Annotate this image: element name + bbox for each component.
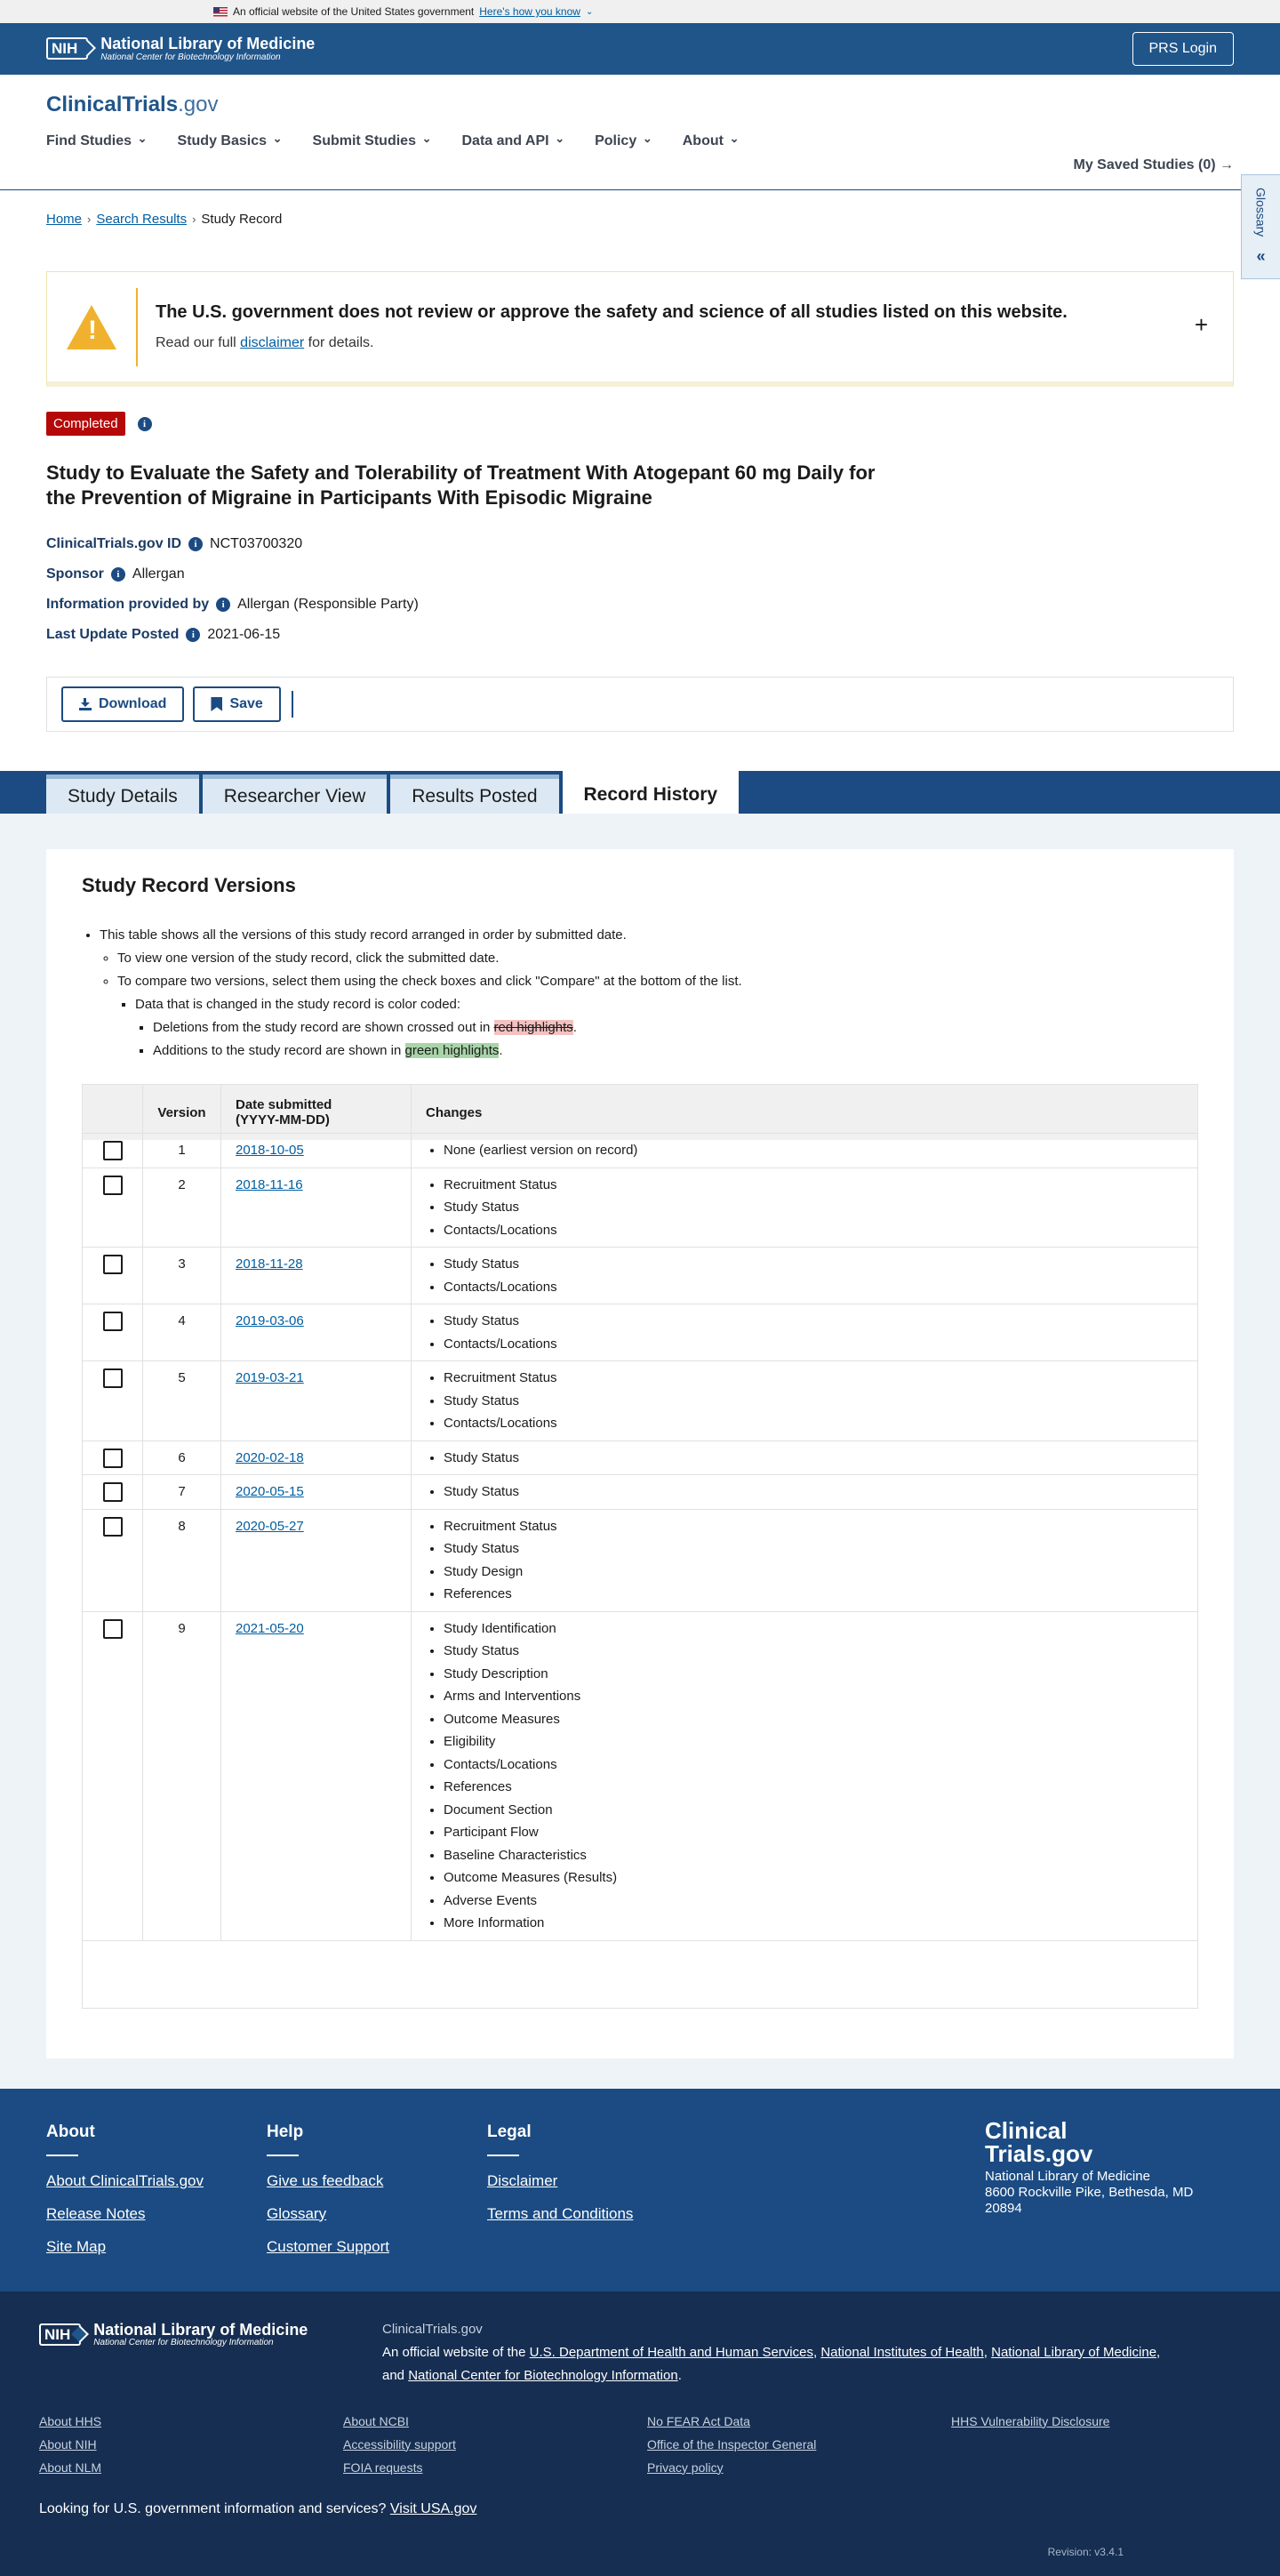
bookmark-icon	[211, 697, 222, 711]
change-item: • Study Status	[444, 1640, 1197, 1663]
gov-banner-text: An official website of the United States government	[233, 5, 475, 18]
nlm-footer-link[interactable]: About NCBI	[343, 2413, 409, 2428]
double-chevron-left-icon: «	[1256, 247, 1266, 265]
instruction-item: ◦ To compare two versions, select them using the check boxes and click "Compare" at the bottom of the list.	[117, 970, 1198, 993]
change-item: • Study Description	[444, 1663, 1197, 1686]
compare-checkbox[interactable]	[103, 1141, 123, 1160]
row-date-cell	[221, 1612, 412, 1940]
footer-link[interactable]: Customer Support	[267, 2237, 389, 2255]
alert-body	[156, 335, 1068, 351]
chevron-down-icon: ⌄	[585, 6, 594, 17]
change-item: • Recruitment Status	[444, 1174, 1197, 1197]
header-select	[83, 1085, 143, 1140]
header-changes: Changes	[426, 1104, 483, 1120]
change-item: • Study Status	[444, 1253, 1197, 1276]
nlm-footer-link[interactable]: HHS Vulnerability Disclosure	[951, 2413, 1110, 2428]
info-icon[interactable]: i	[188, 537, 203, 551]
action-bar	[46, 677, 1234, 732]
compare-checkbox[interactable]	[103, 1255, 123, 1274]
footer-link[interactable]: Site Map	[46, 2237, 107, 2255]
header-date-line2: (YYYY-MM-DD)	[236, 1112, 330, 1128]
nav-find-studies[interactable]: Find Studies ⌄	[46, 133, 148, 149]
footer-legal	[487, 2123, 708, 2291]
footer-rule	[46, 2155, 78, 2156]
expand-plus-icon[interactable]: +	[1194, 311, 1208, 338]
footer-link[interactable]: Terms and Conditions	[487, 2204, 634, 2222]
footer-addr: 8600 Rockville Pike, Bethesda, MD 20894	[985, 2184, 1194, 2216]
compare-checkbox[interactable]	[103, 1517, 123, 1537]
table-row	[83, 1474, 1197, 1509]
ncbi-name: National Center for Biotechnology Information	[93, 2338, 274, 2348]
nlm-site: ClinicalTrials.gov	[382, 2321, 483, 2337]
tab-researcher-view[interactable]: Researcher View	[203, 774, 388, 814]
row-select-cell	[83, 1475, 143, 1509]
row-version: 8	[143, 1510, 221, 1611]
row-date-cell	[221, 1475, 412, 1509]
nlm-footer-link[interactable]: About HHS	[39, 2413, 102, 2428]
footer-logo-line1: Clinical	[985, 2116, 1068, 2144]
study-tabs	[0, 771, 1280, 814]
alert-post: for details.	[308, 335, 374, 350]
save-label: Save	[229, 696, 263, 711]
header-version: Version	[143, 1085, 221, 1140]
arrow-right-icon: →	[1220, 157, 1234, 173]
nih-logo[interactable]	[46, 36, 315, 62]
saved-studies-label: My Saved Studies (0)	[1073, 157, 1216, 173]
green-highlight-sample: green highlights	[404, 1043, 500, 1058]
version-date-link[interactable]: 2020-05-15	[236, 1484, 304, 1499]
clinicaltrials-logo[interactable]	[46, 75, 1234, 117]
footer-legal-title: Legal	[487, 2122, 532, 2141]
meta-key: ClinicalTrials.gov ID	[46, 536, 182, 551]
nlm-name: National Library of Medicine	[93, 2320, 308, 2339]
change-item: • Contacts/Locations	[444, 1276, 1197, 1299]
row-version: 7	[143, 1475, 221, 1509]
save-button[interactable]	[193, 686, 280, 722]
nlm-and: and	[382, 2367, 405, 2383]
download-icon	[79, 698, 92, 710]
chevron-right-icon: ›	[192, 213, 196, 226]
nlm-footer-link[interactable]: Office of the Inspector General	[647, 2436, 817, 2452]
alert-divider	[136, 288, 138, 366]
row-date-cell	[221, 1134, 412, 1168]
nlm-footer-link[interactable]: Accessibility support	[343, 2436, 456, 2452]
table-row	[83, 1168, 1197, 1248]
meta-nct-id	[46, 529, 1234, 559]
version-date-link[interactable]: 2020-05-27	[236, 1518, 304, 1534]
nlm-footer-link[interactable]: About NLM	[39, 2460, 102, 2475]
footer-logo-line2: Trials.gov	[985, 2139, 1093, 2167]
nav-study-basics[interactable]: Study Basics ⌄	[178, 133, 283, 149]
nav-data-api[interactable]: Data and API ⌄	[461, 133, 564, 149]
table-row	[83, 1611, 1197, 1940]
row-select-cell	[83, 1168, 143, 1248]
meta-info-provided	[46, 590, 1234, 620]
row-date-cell	[221, 1304, 412, 1360]
meta-value: Allergan (Responsible Party)	[237, 597, 419, 612]
glossary-tab[interactable]	[1241, 174, 1280, 279]
compare-checkbox[interactable]	[103, 1619, 123, 1639]
row-changes	[412, 1441, 1197, 1475]
nih-footer-logo[interactable]	[39, 2322, 382, 2348]
footer-link[interactable]: Give us feedback	[267, 2171, 384, 2189]
change-item: • References	[444, 1583, 1197, 1606]
instruction-item: ▪ Data that is changed in the study record is color coded:	[135, 993, 1198, 1016]
download-button[interactable]	[61, 686, 184, 722]
change-item: • Contacts/Locations	[444, 1412, 1197, 1435]
logo-light: .gov	[178, 92, 219, 116]
row-select-cell	[83, 1134, 143, 1168]
footer-link[interactable]: Glossary	[267, 2204, 327, 2222]
breadcrumb-current: Study Record	[201, 212, 283, 227]
footer-org: National Library of Medicine	[985, 2168, 1150, 2184]
meta-key: Information provided by	[46, 597, 210, 612]
row-select-cell	[83, 1612, 143, 1940]
row-select-cell	[83, 1510, 143, 1611]
info-icon[interactable]: i	[138, 417, 152, 431]
study-meta	[46, 529, 1234, 650]
row-changes	[412, 1248, 1197, 1304]
row-changes	[412, 1361, 1197, 1440]
version-date-link[interactable]: 2018-10-05	[236, 1143, 304, 1158]
breadcrumb	[0, 190, 1280, 227]
download-label: Download	[99, 696, 167, 711]
nlm-footer-link[interactable]: About NIH	[39, 2436, 97, 2452]
alert-title: The U.S. government does not review or approve the safety and science of all studies listed on this website.	[156, 302, 1068, 322]
table-row	[83, 1440, 1197, 1475]
change-item: • Study Design	[444, 1561, 1197, 1584]
disclaimer-alert	[46, 271, 1234, 387]
gov-banner	[0, 0, 1280, 23]
status-row	[46, 412, 1234, 436]
glossary-label: Glossary	[1253, 188, 1268, 237]
change-item: • Document Section	[444, 1799, 1197, 1822]
usa-gov-question: Looking for U.S. government information and services?	[39, 2500, 387, 2516]
info-icon[interactable]: i	[216, 598, 230, 612]
change-item: • Contacts/Locations	[444, 1753, 1197, 1777]
meta-value: NCT03700320	[210, 536, 303, 551]
change-item: • References	[444, 1776, 1197, 1799]
change-item: • Study Status	[444, 1196, 1197, 1219]
version-date-link[interactable]: 2018-11-28	[236, 1256, 303, 1272]
main-menu	[46, 133, 1234, 149]
usa-gov-link[interactable]: Visit USA.gov	[389, 2500, 477, 2516]
compare-checkbox[interactable]	[103, 1482, 123, 1502]
meta-key: Sponsor	[46, 566, 104, 582]
breadcrumb-home[interactable]: Home	[46, 212, 83, 227]
hhs-link[interactable]: U.S. Department of Health and Human Services	[529, 2344, 813, 2360]
nlm-footer-link[interactable]: No FEAR Act Data	[647, 2413, 750, 2428]
additions-text: Additions to the study record are shown in	[153, 1043, 402, 1058]
row-version: 3	[143, 1248, 221, 1304]
change-item: • Study Status	[444, 1310, 1197, 1333]
change-item: • Contacts/Locations	[444, 1219, 1197, 1242]
revision-label: Revision: v3.4.1	[1047, 2545, 1124, 2558]
row-select-cell	[83, 1304, 143, 1360]
compare-checkbox[interactable]	[103, 1176, 123, 1195]
footer-about-title: About	[46, 2122, 95, 2141]
ncbi-name: National Center for Biotechnology Information	[100, 52, 281, 62]
tab-study-details[interactable]: Study Details	[46, 774, 199, 814]
status-badge: Completed	[46, 412, 125, 436]
ncbi-link[interactable]: National Center for Biotechnology Information	[408, 2367, 678, 2383]
nih-link[interactable]: National Institutes of Health	[820, 2344, 984, 2360]
change-item: • Adverse Events	[444, 1890, 1197, 1913]
change-item: • More Information	[444, 1912, 1197, 1935]
info-icon[interactable]: i	[186, 628, 200, 642]
version-date-link[interactable]: 2019-03-21	[236, 1370, 304, 1385]
footer-link[interactable]: About ClinicalTrials.gov	[46, 2171, 204, 2189]
footer-link[interactable]: Release Notes	[46, 2204, 146, 2222]
warning-icon: !	[47, 305, 136, 349]
version-date-link[interactable]: 2018-11-16	[236, 1176, 303, 1192]
version-date-link[interactable]: 2021-05-20	[236, 1620, 304, 1636]
footer-logo[interactable]	[985, 2116, 1216, 2167]
row-version: 5	[143, 1361, 221, 1440]
row-changes	[412, 1304, 1197, 1360]
row-select-cell	[83, 1441, 143, 1475]
red-highlight-sample: red highlights	[493, 1020, 573, 1035]
how-you-know-link[interactable]: Here's how you know	[479, 5, 580, 18]
table-body	[83, 1133, 1197, 1940]
meta-last-update	[46, 620, 1234, 650]
row-date-cell	[221, 1441, 412, 1475]
row-date-cell	[221, 1361, 412, 1440]
nlm-info: ClinicalTrials.gov An official website of the U.S. Department of Health and Human Services, National Institutes of Health, National Library of Medicine, and National Center for Biotechnology Information.	[382, 2318, 1160, 2387]
row-changes	[412, 1612, 1197, 1940]
nih-abbr: NIH	[39, 2323, 81, 2346]
versions-section	[0, 814, 1280, 2089]
compare-checkbox[interactable]	[103, 1448, 123, 1468]
instruction-item: ▪ Deletions from the study record are shown crossed out in red highlights.	[153, 1016, 1198, 1039]
nlm-name: National Library of Medicine	[100, 35, 316, 53]
footer-about	[46, 2123, 267, 2291]
meta-value: Allergan	[132, 566, 185, 582]
chevron-right-icon: ›	[87, 213, 92, 226]
row-version: 1	[143, 1134, 221, 1168]
site-nav	[0, 75, 1280, 190]
row-date-cell	[221, 1248, 412, 1304]
table-header	[83, 1085, 1197, 1140]
instruction-item: ▪ Additions to the study record are shown in green highlights.	[153, 1039, 1198, 1063]
change-item: • Participant Flow	[444, 1821, 1197, 1844]
nih-header	[0, 23, 1280, 75]
row-version: 2	[143, 1168, 221, 1248]
nlm-pre: An official website of the	[382, 2344, 526, 2360]
change-item: • Recruitment Status	[444, 1515, 1197, 1538]
us-flag-icon	[213, 7, 228, 17]
nav-policy[interactable]: Policy ⌄	[595, 133, 652, 149]
nlm-links	[39, 2414, 1241, 2475]
saved-studies-link[interactable]	[1074, 157, 1235, 173]
action-divider	[292, 691, 293, 718]
instruction-item: ◦ To view one version of the study record, click the submitted date.	[117, 947, 1198, 970]
table-row	[83, 1304, 1197, 1360]
change-item: • Study Status	[444, 1447, 1197, 1470]
versions-heading: Study Record Versions	[82, 874, 296, 896]
nih-abbr: NIH	[46, 37, 88, 60]
change-item: • Outcome Measures	[444, 1708, 1197, 1731]
footer-help-title: Help	[267, 2122, 304, 2141]
table-row	[83, 1509, 1197, 1611]
header-date-line1: Date submitted	[236, 1097, 332, 1112]
info-icon[interactable]: i	[111, 567, 125, 582]
usa-gov-line	[39, 2501, 1241, 2517]
row-select-cell	[83, 1361, 143, 1440]
instruction-item: • This table shows all the versions of this study record arranged in order by submitted date.	[100, 924, 1198, 947]
change-item: • Study Identification	[444, 1617, 1197, 1641]
table-row	[83, 1133, 1197, 1168]
change-item: • Study Status	[444, 1537, 1197, 1561]
row-date-cell	[221, 1510, 412, 1611]
header-date	[221, 1085, 412, 1140]
tab-results-posted[interactable]: Results Posted	[390, 774, 558, 814]
row-changes	[412, 1134, 1197, 1168]
change-item: • Eligibility	[444, 1730, 1197, 1753]
change-item: • Study Status	[444, 1481, 1197, 1504]
change-item: • Contacts/Locations	[444, 1333, 1197, 1356]
deletions-text: Deletions from the study record are shown crossed out in	[153, 1020, 491, 1035]
change-item: • Recruitment Status	[444, 1367, 1197, 1390]
versions-table	[82, 1084, 1198, 2009]
row-changes	[412, 1510, 1197, 1611]
change-item: • Arms and Interventions	[444, 1685, 1197, 1708]
nlm-footer-link[interactable]: Privacy policy	[647, 2460, 724, 2475]
compare-checkbox[interactable]	[103, 1312, 123, 1331]
version-date-link[interactable]: 2020-02-18	[236, 1449, 304, 1465]
alert-pre: Read our full	[156, 335, 236, 350]
change-item: • None (earliest version on record)	[444, 1139, 1197, 1162]
versions-card	[46, 849, 1234, 2058]
disclaimer-link[interactable]: disclaimer	[240, 335, 305, 350]
study-title: Study to Evaluate the Safety and Tolerability of Treatment With Atogepant 60 mg Daily for the Prevention of Migraine in Participants With Episodic Migraine	[46, 461, 876, 509]
row-version: 9	[143, 1612, 221, 1940]
row-version: 4	[143, 1304, 221, 1360]
tab-record-history[interactable]: Record History	[563, 771, 740, 814]
nav-submit-studies[interactable]: Submit Studies ⌄	[313, 133, 432, 149]
footer-rule	[487, 2155, 519, 2156]
footer-help	[267, 2123, 487, 2291]
breadcrumb-search-results[interactable]: Search Results	[96, 212, 188, 227]
footer-address	[985, 2116, 1216, 2217]
footer-link[interactable]: Disclaimer	[487, 2171, 558, 2189]
meta-key: Last Update Posted	[46, 627, 180, 642]
prs-login-button[interactable]: PRS Login	[1132, 32, 1235, 66]
row-changes	[412, 1475, 1197, 1509]
table-row	[83, 1360, 1197, 1440]
change-item: • Baseline Characteristics	[444, 1844, 1197, 1867]
table-row	[83, 1247, 1197, 1304]
version-date-link[interactable]: 2019-03-06	[236, 1313, 304, 1328]
compare-checkbox[interactable]	[103, 1368, 123, 1388]
site-footer	[0, 2089, 1280, 2291]
nav-about[interactable]: About ⌄	[683, 133, 740, 149]
nlm-footer-link[interactable]: FOIA requests	[343, 2460, 423, 2475]
versions-instructions	[82, 924, 1198, 1063]
table-footer	[83, 1940, 1197, 2008]
row-version: 6	[143, 1441, 221, 1475]
row-select-cell	[83, 1248, 143, 1304]
meta-value: 2021-06-15	[207, 627, 281, 642]
footer-rule	[267, 2155, 299, 2156]
logo-bold: ClinicalTrials	[46, 92, 179, 116]
row-changes	[412, 1168, 1197, 1248]
meta-sponsor	[46, 559, 1234, 590]
change-item: • Study Status	[444, 1390, 1197, 1413]
row-date-cell	[221, 1168, 412, 1248]
nlm-link[interactable]: National Library of Medicine	[991, 2344, 1157, 2360]
change-item: • Outcome Measures (Results)	[444, 1866, 1197, 1890]
